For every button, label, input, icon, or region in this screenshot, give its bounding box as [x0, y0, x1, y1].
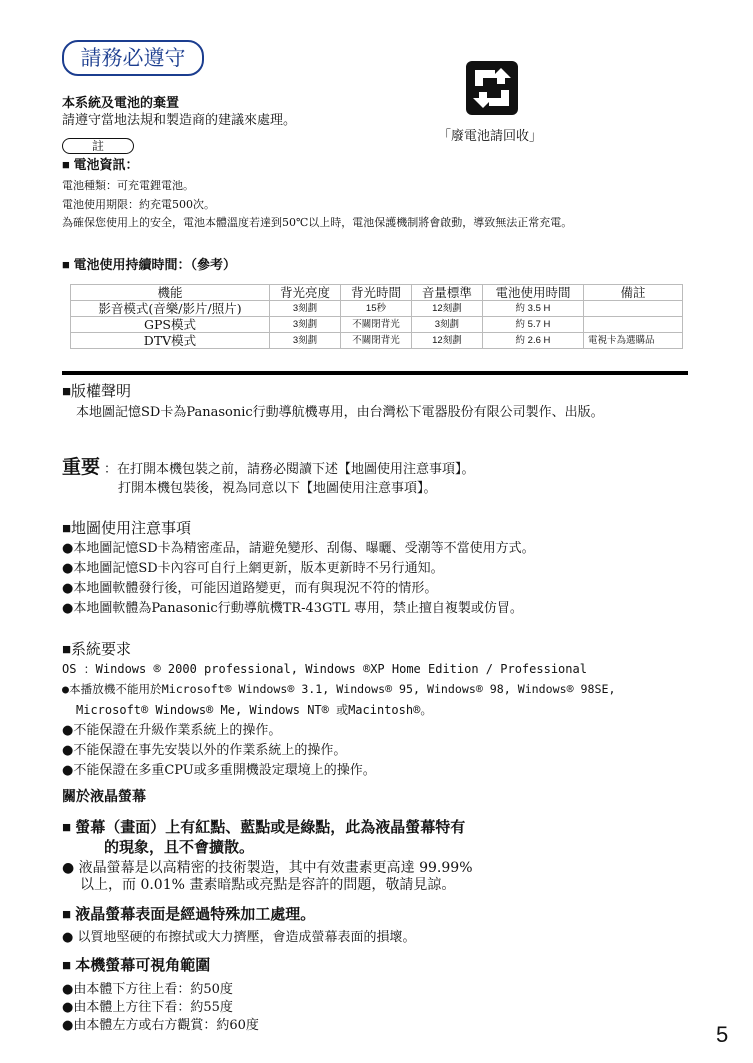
system-heading: ■系統要求: [62, 641, 132, 658]
battery-info-heading: ■ 電池資訊：: [62, 157, 139, 172]
list-item: ●本地圖記憶SD卡為精密產品，請避免變形、刮傷、曝曬、受潮等不當使用方式。: [62, 541, 535, 556]
table-row: [71, 317, 683, 333]
list-item: ●不能保證在多重CPU或多重開機設定環境上的操作。: [62, 763, 376, 778]
angle-heading: ■ 本機螢幕可視角範圍: [62, 957, 211, 974]
table-cell: 電視卡為選購品: [584, 333, 683, 349]
list-item: ●本地圖軟體發行後，可能因道路變更，而有與現況不符的情形。: [62, 581, 438, 596]
recycle-caption: 「廢電池請回收」: [438, 128, 543, 143]
table-header-cell: 背光亮度: [270, 285, 341, 301]
list-item: ●由本體下方往上看：約50度: [62, 982, 233, 997]
table-cell: 12刻劃: [411, 333, 482, 349]
table-cell: 3刻劃: [411, 317, 482, 333]
map-notes-heading: ■地圖使用注意事項: [62, 520, 192, 537]
important-line: ：在打開本機包裝之前，請務必閱讀下述【地圖使用注意事項】。: [104, 462, 475, 477]
list-item: ●不能保證在升級作業系統上的操作。: [62, 723, 282, 738]
battery-duration-heading: ■ 電池使用持續時間：（參考）: [62, 257, 236, 272]
pixel-heading: 的現象，且不會擴散。: [104, 839, 255, 856]
battery-recycle-icon: [465, 60, 519, 116]
table-cell: 3刻劃: [270, 317, 341, 333]
table-cell: 不關閉背光: [340, 317, 411, 333]
important-label: 重要: [62, 457, 101, 478]
copyright-heading: ■版權聲明: [62, 383, 132, 400]
battery-info-line: 電池種類：可充電鋰電池。: [62, 179, 194, 192]
pixel-text: ● 液晶螢幕是以高精密的技術製造，其中有效畫素更高達 99.99%: [62, 860, 473, 876]
table-header-cell: 備註: [584, 285, 683, 301]
table-row: [71, 301, 683, 317]
table-cell: 15秒: [340, 301, 411, 317]
pixel-text: 以上，而 0.01% 畫素暗點或亮點是容許的問題，敬請見諒。: [80, 877, 456, 893]
surface-text: ● 以質地堅硬的布擦拭或大力擠壓，會造成螢幕表面的損壞。: [62, 930, 416, 945]
table-cell: 約 3.5 H: [482, 301, 583, 317]
list-item: Microsoft® Windows® Me, Windows NT® 或Macintosh®。: [76, 703, 433, 717]
table-cell: 12刻劃: [411, 301, 482, 317]
disposal-heading: 本系統及電池的棄置: [62, 95, 180, 110]
surface-heading: ■ 液晶螢幕表面是經過特殊加工處理。: [62, 906, 316, 923]
list-item: ●本地圖記憶SD卡內容可自行上網更新，版本更新時不另行通知。: [62, 561, 444, 576]
list-item: ●本地圖軟體為Panasonic行動導航機TR-43GTL 專用，禁止擅自複製或仿冒。: [62, 601, 523, 616]
important-line: 打開本機包裝後，視為同意以下【地圖使用注意事項】。: [118, 481, 437, 496]
os-line: OS ：Windows ® 2000 professional, Windows ®XP Home Edition / Professional: [62, 662, 587, 676]
table-header-cell: 機能: [71, 285, 270, 301]
table-cell: 約 5.7 H: [482, 317, 583, 333]
page-title: 請務必遵守: [62, 40, 204, 76]
table-cell: [584, 317, 683, 333]
table-row: [71, 333, 683, 349]
lcd-heading: 關於液晶螢幕: [62, 788, 146, 804]
copyright-text: 本地圖記憶SD卡為Panasonic行動導航機專用，由台灣松下電器股份有限公司製作、出版。: [76, 405, 604, 420]
table-cell: 3刻劃: [270, 333, 341, 349]
table-cell: GPS模式: [71, 317, 270, 333]
list-item: ●由本體上方往下看：約55度: [62, 1000, 233, 1015]
list-item: ●不能保證在事先安裝以外的作業系統上的操作。: [62, 743, 347, 758]
table-header-row: [71, 285, 683, 301]
table-cell: 3刻劃: [270, 301, 341, 317]
list-item: ●由本體左方或右方觀賞：約60度: [62, 1018, 259, 1033]
table-cell: 不關閉背光: [340, 333, 411, 349]
disposal-text: 請遵守當地法規和製造商的建議來處理。: [62, 113, 297, 128]
table-cell: [584, 301, 683, 317]
table-cell: DTV模式: [71, 333, 270, 349]
table-header-cell: 背光時間: [340, 285, 411, 301]
battery-duration-table: [70, 284, 683, 349]
table-header-cell: 電池使用時間: [482, 285, 583, 301]
section-divider: [62, 371, 688, 375]
pixel-heading: ■ 螢幕（畫面）上有紅點、藍點或是綠點，此為液晶螢幕特有: [62, 819, 466, 836]
battery-info-line: 為確保您使用上的安全，電池本體溫度若達到50℃以上時，電池保護機制將會啟動，導致無法正常充電。: [62, 216, 573, 229]
table-cell: 影音模式(音樂/影片/照片): [71, 301, 270, 317]
battery-info-line: 電池使用期限：約充電500次。: [62, 198, 215, 211]
note-label: 註: [62, 138, 134, 154]
page-number: 5: [716, 1022, 729, 1047]
list-item: ●本播放機不能用於Microsoft® Windows® 3.1, Windows® 95, Windows® 98, Windows® 98SE,: [62, 682, 616, 696]
table-cell: 約 2.6 H: [482, 333, 583, 349]
table-header-cell: 音量標準: [411, 285, 482, 301]
